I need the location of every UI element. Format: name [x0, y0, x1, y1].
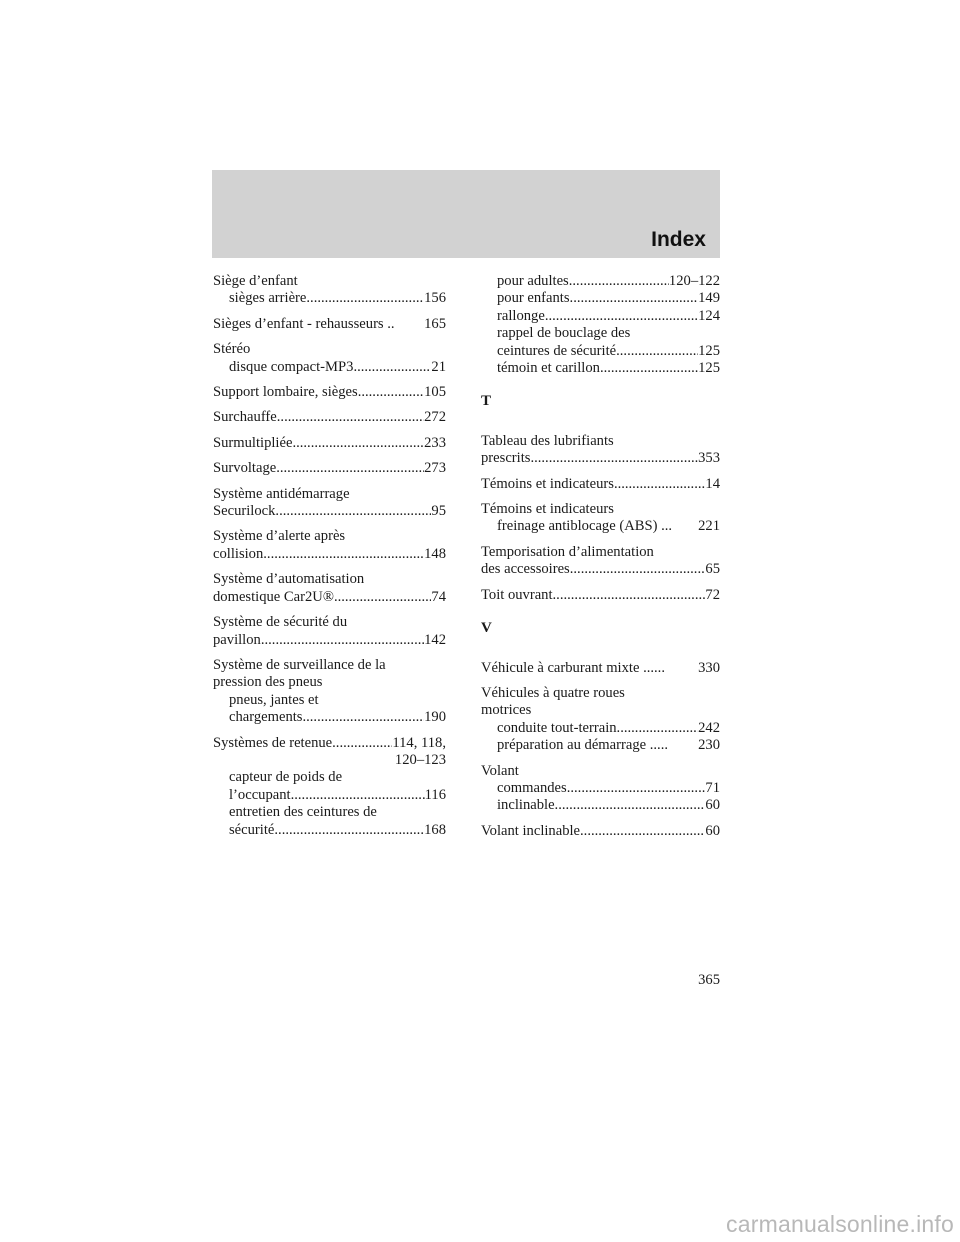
dot-leader [600, 360, 698, 377]
index-term: pression des pneus [213, 674, 323, 691]
index-term: Système antidémarrage [213, 485, 350, 502]
index-term: Sièges d’enfant - rehausseurs .. [213, 315, 395, 332]
index-line [481, 518, 720, 535]
index-entry [481, 476, 720, 493]
page-reference: 273 [424, 460, 446, 477]
dot-leader [545, 308, 698, 325]
index-line [481, 476, 720, 493]
index-term: sièges arrière [229, 290, 307, 307]
index-entry [213, 316, 446, 333]
page-reference: 60 [705, 822, 720, 839]
index-term: Véhicules à quatre roues [481, 684, 625, 701]
index-line [481, 273, 720, 290]
page-reference: 74 [431, 588, 446, 605]
index-term: chargements [229, 709, 303, 726]
page-reference: 233 [424, 434, 446, 451]
index-entry [213, 735, 446, 839]
page-reference: 353 [698, 450, 720, 467]
index-line [213, 435, 446, 452]
dot-leader [580, 823, 705, 840]
index-entry [481, 544, 720, 579]
index-term: Système de sécurité du [213, 614, 348, 631]
page-reference: 142 [424, 631, 446, 648]
index-term: inclinable [497, 797, 555, 814]
dot-leader [277, 409, 424, 426]
page-reference: 168 [424, 821, 446, 838]
page-reference: 72 [705, 586, 720, 603]
dot-leader [306, 290, 424, 307]
index-line [481, 450, 720, 467]
index-line [213, 614, 446, 631]
index-term: Systèmes de retenue [213, 734, 333, 751]
page-reference: 105 [424, 384, 446, 401]
index-term: 120–123 [394, 751, 446, 768]
index-term: collision [213, 545, 264, 562]
dot-leader [292, 435, 424, 452]
index-term: Volant [481, 762, 519, 779]
index-line [213, 528, 446, 545]
index-line [481, 544, 720, 561]
index-line [481, 720, 720, 737]
index-column-right [481, 273, 720, 848]
page-reference: 116 [424, 786, 446, 803]
index-line [481, 702, 720, 719]
page-reference: 148 [424, 545, 446, 562]
dot-leader [616, 343, 698, 360]
dot-leader [530, 450, 698, 467]
page-reference: 120–122 [668, 273, 720, 289]
index-line [213, 787, 446, 804]
page-reference: 272 [424, 409, 446, 426]
index-line [481, 685, 720, 702]
dot-leader [555, 797, 706, 814]
index-term: pavillon [213, 631, 261, 648]
index-entry [481, 587, 720, 604]
index-line [213, 735, 446, 752]
dot-leader [553, 587, 706, 604]
index-line [213, 589, 446, 606]
header-band [212, 170, 720, 258]
index-term: Survoltage [213, 460, 277, 477]
index-entry [481, 501, 720, 536]
index-line [213, 546, 446, 563]
page-reference: 125 [698, 360, 720, 377]
index-entry [213, 486, 446, 521]
index-term: ceintures de sécurité [497, 342, 617, 359]
dot-leader [569, 273, 669, 290]
dot-leader [358, 384, 424, 401]
watermark-text: carmanualsonline.info [726, 1211, 954, 1237]
index-entry [213, 657, 446, 727]
index-line [213, 409, 446, 426]
index-entry [481, 823, 720, 840]
index-entry [213, 409, 446, 426]
index-term: Système de surveillance de la [213, 656, 386, 673]
index-line [481, 763, 720, 780]
index-term: pour enfants [497, 290, 570, 307]
index-line [213, 290, 446, 307]
page-number: 365 [698, 972, 720, 988]
index-term: domestique Car2U® [213, 588, 334, 605]
dot-leader [567, 780, 706, 797]
page-reference: 330 [698, 659, 720, 676]
index-line [213, 384, 446, 401]
index-entry [213, 384, 446, 401]
dot-leader [570, 290, 699, 307]
page-reference: 165 [424, 315, 446, 332]
index-line [213, 804, 446, 821]
index-line [481, 780, 720, 797]
index-entry [481, 685, 720, 755]
dot-leader [302, 709, 424, 726]
index-line [213, 709, 446, 726]
index-entry [481, 660, 720, 677]
index-term: capteur de poids de [229, 769, 343, 786]
index-entry [481, 273, 720, 377]
dot-leader [275, 503, 431, 520]
index-line [213, 674, 446, 691]
index-line [481, 587, 720, 604]
index-term: pneus, jantes et [229, 691, 319, 708]
index-entry [213, 341, 446, 376]
index-term: Siège d’enfant [213, 273, 298, 289]
page-reference: 114, 118, [392, 734, 446, 751]
page-reference: 60 [705, 797, 720, 814]
index-term: Surchauffe [213, 409, 277, 426]
index-term: Système d’alerte après [213, 528, 346, 545]
dot-leader [274, 822, 424, 839]
index-line [213, 752, 446, 769]
page-reference: 221 [698, 518, 720, 535]
index-line [213, 359, 446, 376]
index-line [481, 325, 720, 342]
index-entry [213, 460, 446, 477]
page-reference: 21 [431, 358, 446, 375]
dot-leader [263, 546, 424, 563]
index-line [213, 692, 446, 709]
page-reference: 65 [705, 561, 720, 578]
index-term: Témoins et indicateurs [481, 501, 614, 518]
dot-leader [276, 460, 424, 477]
index-term: sécurité [229, 821, 275, 838]
page-reference: 242 [698, 719, 720, 736]
page-reference: 149 [698, 290, 720, 307]
index-term: commandes [497, 779, 567, 796]
dot-leader [614, 476, 705, 493]
page-reference: 230 [698, 737, 720, 754]
dot-leader [353, 359, 431, 376]
index-line [481, 823, 720, 840]
index-line [213, 316, 446, 333]
page-reference: 14 [705, 475, 720, 492]
index-line [213, 632, 446, 649]
index-term: Stéréo [213, 341, 251, 358]
index-line [213, 460, 446, 477]
index-column-left [213, 273, 446, 847]
index-term: l’occupant [229, 786, 291, 803]
dot-leader [334, 589, 431, 606]
dot-leader [261, 632, 424, 649]
dot-leader [570, 561, 706, 578]
index-term: prescrits [481, 450, 531, 467]
index-line [213, 769, 446, 786]
index-term: disque compact-MP3 [229, 358, 354, 375]
index-line [213, 503, 446, 520]
index-term: Témoins et indicateurs [481, 475, 614, 492]
index-line [481, 797, 720, 814]
section-letter-v: V [481, 620, 492, 637]
index-entry [213, 571, 446, 606]
index-line [481, 433, 720, 450]
index-term: Tableau des lubrifiants [481, 432, 614, 449]
index-entry [481, 763, 720, 815]
index-entry [481, 433, 720, 468]
dot-leader [332, 735, 392, 752]
index-line [481, 343, 720, 360]
index-entry [213, 614, 446, 649]
index-entry [213, 435, 446, 452]
index-term: conduite tout-terrain [497, 719, 617, 736]
index-entry [213, 528, 446, 563]
index-term: préparation au démarrage ..... [497, 737, 668, 754]
page-reference: 71 [705, 779, 720, 796]
index-line [481, 360, 720, 377]
page-reference: 125 [698, 342, 720, 359]
index-term: entretien des ceintures de [229, 804, 377, 821]
index-line [481, 308, 720, 325]
index-entry [213, 273, 446, 308]
dot-leader [617, 720, 699, 737]
index-term: des accessoires [481, 561, 570, 578]
index-line [213, 341, 446, 358]
section-letter-t: T [481, 393, 492, 410]
index-term: témoin et carillon [497, 360, 600, 377]
index-line [481, 737, 720, 754]
index-term: pour adultes [497, 273, 569, 289]
dot-leader [291, 787, 425, 804]
index-term: Volant inclinable [481, 822, 581, 839]
index-term: Toit ouvrant [481, 586, 553, 603]
index-line [481, 660, 720, 677]
index-line [213, 571, 446, 588]
index-term: Securilock [213, 503, 276, 520]
index-line [213, 822, 446, 839]
page-reference: 156 [424, 290, 446, 307]
index-term: Surmultipliée [213, 434, 293, 451]
index-line [481, 290, 720, 307]
index-line [213, 657, 446, 674]
page-reference: 190 [424, 709, 446, 726]
index-term: freinage antiblocage (ABS) ... [497, 518, 673, 535]
index-line [213, 486, 446, 503]
index-term: rallonge [497, 307, 545, 324]
index-line [481, 561, 720, 578]
index-term: Temporisation d’alimentation [481, 543, 654, 560]
index-line [213, 273, 446, 290]
index-line [481, 501, 720, 518]
index-term: Support lombaire, sièges [213, 384, 358, 401]
index-term: motrices [481, 702, 532, 719]
index-term: rappel de bouclage des [497, 325, 631, 342]
page-reference: 124 [698, 307, 720, 324]
index-term: Véhicule à carburant mixte ...... [481, 659, 665, 676]
page-title: Index [651, 228, 706, 251]
index-term: Système d’automatisation [213, 571, 365, 588]
page-reference: 95 [431, 503, 446, 520]
